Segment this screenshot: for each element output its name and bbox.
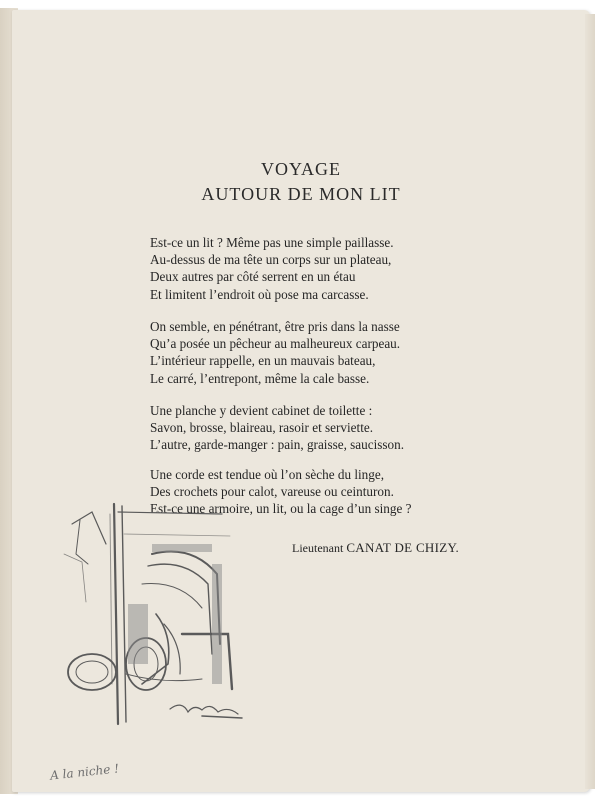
verse-line: Des crochets pour calot, vareuse ou ceinturon. (150, 484, 394, 500)
stanza-2 (150, 318, 400, 387)
verse-line: Est-ce une armoire, un lit, ou la cage d’un singe ? (150, 501, 412, 517)
poem-title-line-2: AUTOUR DE MON LIT (201, 184, 401, 204)
author-name: CANAT DE CHIZY. (346, 540, 460, 555)
author-rank: Lieutenant (292, 541, 344, 555)
verse-line: Une corde est tendue où l’on sèche du linge, (150, 467, 385, 482)
poem-title-line-1: VOYAGE (261, 159, 341, 179)
handwritten-note: A la niche ! (49, 761, 120, 783)
author-signature (292, 540, 459, 556)
verse-line: Savon, brosse, blaireau, rasoir et serviette. (150, 420, 374, 436)
verse-line: Est-ce un lit ? Même pas une simple paillasse. (150, 235, 394, 250)
verse-line: Et limitent l’endroit où pose ma carcasse. (150, 286, 369, 302)
verse-line: Qu’a posée un pêcheur au malheureux carpeau. (150, 336, 401, 352)
stanza-3 (150, 402, 404, 454)
verse-line: L’autre, garde-manger : pain, graisse, saucisson. (150, 437, 405, 453)
pencil-sketch-illustration (52, 484, 252, 744)
stanza-1 (150, 234, 394, 303)
verse-line: Le carré, l’entrepont, même la cale basse. (150, 370, 370, 386)
verse-line: On semble, en pénétrant, être pris dans la nasse (150, 319, 400, 334)
verse-line: Une planche y devient cabinet de toilette : (150, 403, 373, 418)
right-page-edge (585, 14, 595, 789)
book-page (12, 10, 590, 792)
verse-line: Au-dessus de ma tête un corps sur un plateau, (150, 252, 392, 268)
verse-line: Deux autres par côté serrent en un étau (150, 269, 356, 285)
verse-line: L’intérieur rappelle, en un mauvais bateau, (150, 353, 376, 369)
